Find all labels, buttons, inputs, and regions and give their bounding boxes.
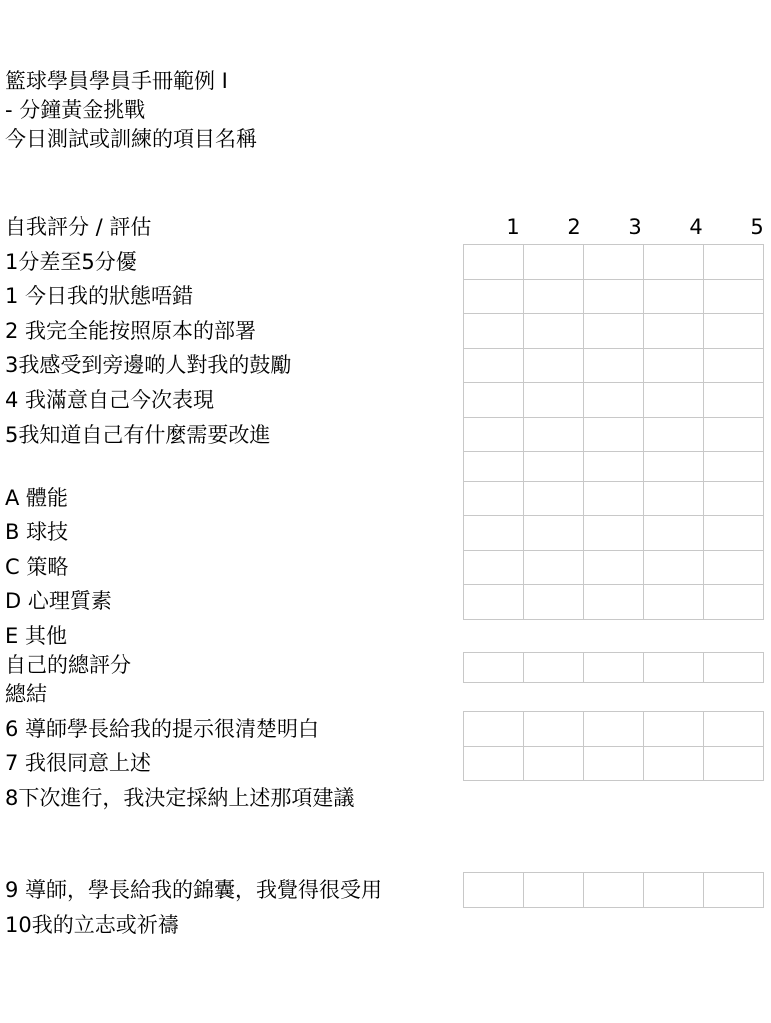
rating-cell[interactable] [584, 585, 644, 620]
rating-row-1 [464, 280, 764, 314]
rating-cell[interactable] [704, 551, 764, 585]
rating-cell[interactable] [644, 516, 704, 551]
rating-cell[interactable] [584, 873, 644, 908]
rating-cell[interactable] [704, 280, 764, 314]
rating-cell[interactable] [644, 482, 704, 516]
rating-cell[interactable] [524, 245, 584, 280]
rating-row-a [464, 482, 764, 516]
self-assessment-heading: 自我評分 / 評估 [5, 215, 152, 239]
rating-cell[interactable] [704, 418, 764, 452]
rating-cell[interactable] [464, 245, 524, 280]
rating-cell[interactable] [584, 349, 644, 383]
rating-cell[interactable] [584, 516, 644, 551]
area-e: E 其他 [5, 624, 67, 648]
rating-cell[interactable] [704, 747, 764, 781]
rating-cell[interactable] [644, 452, 704, 482]
rating-row-b [464, 516, 764, 551]
score-column-4: 4 [689, 215, 703, 239]
statement-5: 5我知道自己有什麼需要改進 [5, 423, 271, 447]
score-column-5: 5 [750, 215, 764, 239]
rating-cell[interactable] [464, 418, 524, 452]
training-item-label: 今日測試或訓練的項目名稱 [5, 127, 257, 151]
rating-cell[interactable] [464, 349, 524, 383]
overall-score-label: 自己的總評分 [5, 653, 131, 677]
rating-row-3 [464, 349, 764, 383]
rating-cell[interactable] [704, 585, 764, 620]
score-column-3: 3 [628, 215, 642, 239]
rating-cell[interactable] [704, 873, 764, 908]
rating-row-spacer [464, 452, 764, 482]
score-range-note: 1分差至5分優 [5, 250, 137, 274]
rating-cell[interactable] [464, 383, 524, 418]
rating-cell[interactable] [524, 873, 584, 908]
rating-cell[interactable] [524, 452, 584, 482]
rating-cell[interactable] [524, 585, 584, 620]
rating-row-7 [464, 747, 764, 781]
rating-grid-overall [463, 652, 764, 683]
rating-row-c [464, 551, 764, 585]
rating-cell[interactable] [524, 280, 584, 314]
rating-cell[interactable] [704, 383, 764, 418]
rating-cell[interactable] [644, 551, 704, 585]
rating-cell[interactable] [524, 653, 584, 683]
rating-cell[interactable] [524, 349, 584, 383]
score-column-2: 2 [567, 215, 581, 239]
rating-cell[interactable] [464, 482, 524, 516]
mentor-item-6: 6 導師學長給我的提示很清楚明白 [5, 717, 320, 741]
rating-cell[interactable] [584, 314, 644, 349]
area-a: A 體能 [5, 486, 69, 510]
rating-cell[interactable] [644, 585, 704, 620]
rating-cell[interactable] [584, 712, 644, 747]
rating-cell[interactable] [704, 712, 764, 747]
rating-cell[interactable] [704, 452, 764, 482]
rating-cell[interactable] [464, 653, 524, 683]
rating-cell[interactable] [464, 452, 524, 482]
mentor-item-8: 8下次進行，我決定採納上述那項建議 [5, 786, 355, 810]
rating-grid-tips [463, 872, 764, 908]
rating-row-6 [464, 712, 764, 747]
rating-cell[interactable] [464, 585, 524, 620]
rating-cell[interactable] [584, 747, 644, 781]
rating-cell[interactable] [704, 653, 764, 683]
rating-grid-mentor [463, 711, 764, 781]
rating-cell[interactable] [644, 280, 704, 314]
rating-row-range [464, 245, 764, 280]
rating-cell[interactable] [644, 314, 704, 349]
rating-cell[interactable] [704, 482, 764, 516]
rating-cell[interactable] [464, 314, 524, 349]
rating-cell[interactable] [584, 245, 644, 280]
rating-cell[interactable] [644, 245, 704, 280]
rating-cell[interactable] [464, 747, 524, 781]
rating-cell[interactable] [584, 653, 644, 683]
rating-row-4 [464, 383, 764, 418]
rating-cell[interactable] [584, 482, 644, 516]
rating-row-d [464, 585, 764, 620]
rating-cell[interactable] [524, 712, 584, 747]
rating-cell[interactable] [644, 712, 704, 747]
rating-cell[interactable] [464, 873, 524, 908]
rating-row-9 [464, 873, 764, 908]
rating-cell[interactable] [584, 280, 644, 314]
rating-cell[interactable] [584, 551, 644, 585]
rating-cell[interactable] [704, 245, 764, 280]
rating-cell[interactable] [644, 383, 704, 418]
area-c: C 策略 [5, 555, 69, 579]
rating-cell[interactable] [524, 383, 584, 418]
rating-row-overall [464, 653, 764, 683]
form-title: 籃球學員學員手冊範例 I [5, 69, 228, 93]
statement-2: 2 我完全能按照原本的部署 [5, 319, 257, 343]
form-subtitle: - 分鐘黃金挑戰 [5, 98, 146, 122]
rating-cell[interactable] [524, 551, 584, 585]
rating-cell[interactable] [584, 452, 644, 482]
rating-cell[interactable] [644, 747, 704, 781]
statement-4: 4 我滿意自己今次表現 [5, 388, 215, 412]
statement-1: 1 今日我的狀態唔錯 [5, 284, 194, 308]
rating-cell[interactable] [704, 516, 764, 551]
rating-cell[interactable] [524, 482, 584, 516]
rating-cell[interactable] [464, 516, 524, 551]
rating-row-5 [464, 418, 764, 452]
tips-item-9: 9 導師，學長給我的錦囊，我覺得很受用 [5, 878, 383, 902]
area-b: B 球技 [5, 520, 69, 544]
rating-cell[interactable] [584, 418, 644, 452]
score-column-1: 1 [506, 215, 520, 239]
rating-cell[interactable] [644, 349, 704, 383]
area-d: D 心理質素 [5, 589, 112, 613]
rating-cell[interactable] [704, 314, 764, 349]
rating-row-2 [464, 314, 764, 349]
mentor-item-7: 7 我很同意上述 [5, 751, 152, 775]
statement-3: 3我感受到旁邊啲人對我的鼓勵 [5, 353, 292, 377]
rating-cell[interactable] [524, 314, 584, 349]
rating-cell[interactable] [464, 280, 524, 314]
rating-cell[interactable] [644, 873, 704, 908]
aspiration-item-10: 10我的立志或祈禱 [5, 913, 179, 937]
rating-cell[interactable] [644, 653, 704, 683]
rating-cell[interactable] [644, 418, 704, 452]
rating-cell[interactable] [464, 551, 524, 585]
rating-cell[interactable] [704, 349, 764, 383]
rating-cell[interactable] [524, 516, 584, 551]
rating-cell[interactable] [524, 418, 584, 452]
summary-label: 總結 [5, 682, 47, 706]
rating-cell[interactable] [524, 747, 584, 781]
rating-grid-main [463, 244, 764, 620]
rating-cell[interactable] [464, 712, 524, 747]
rating-cell[interactable] [584, 383, 644, 418]
